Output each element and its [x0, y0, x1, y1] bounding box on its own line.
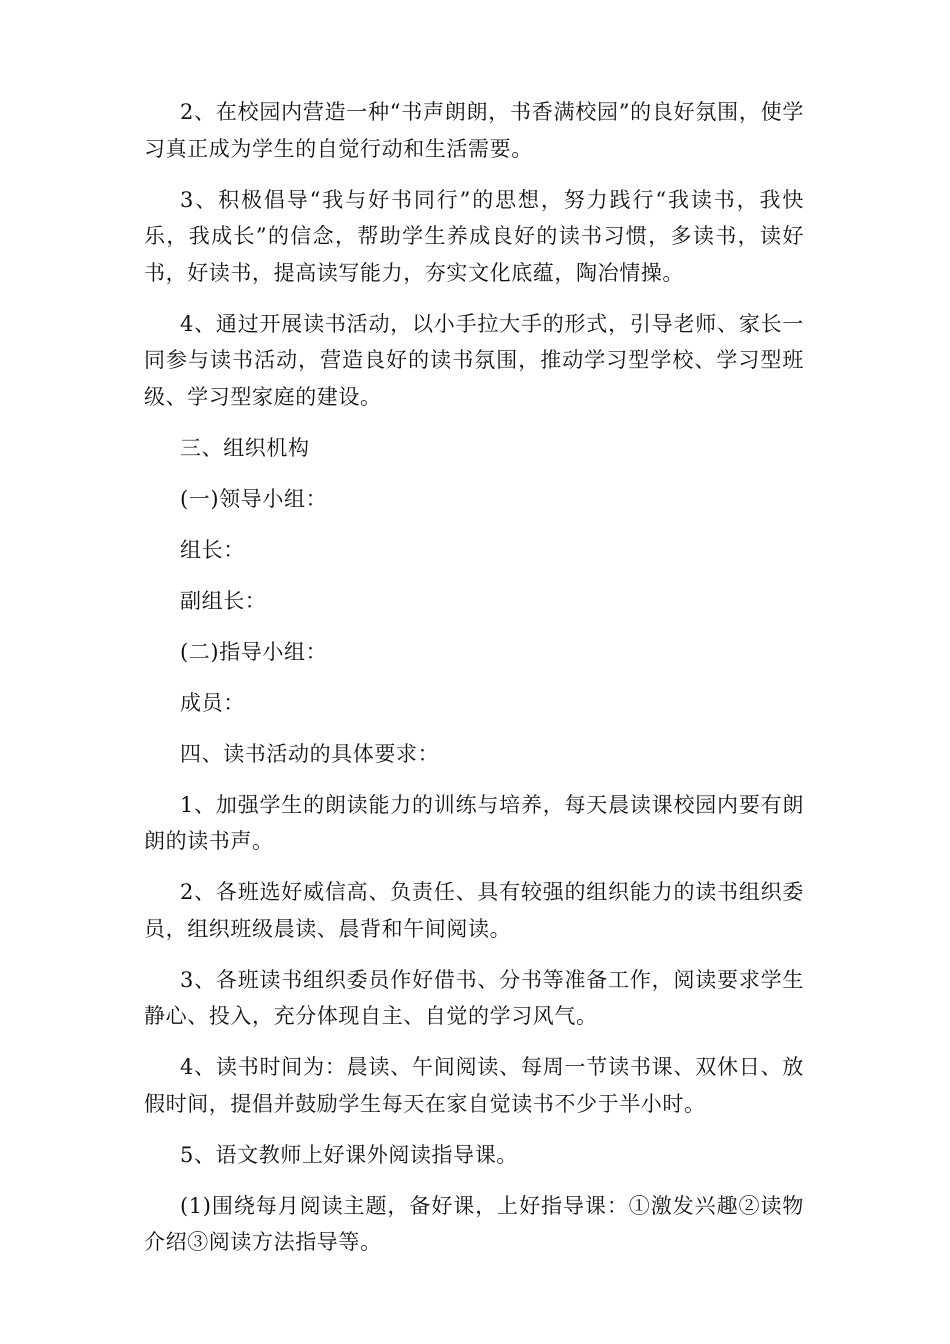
- section-heading-requirements: 四、读书活动的具体要求：: [180, 741, 440, 766]
- requirement-5-sub-1: (1)围绕每月阅读主题，备好课，上好指导课：①激发兴趣②读物介绍③阅读方法指导等。: [144, 1193, 804, 1254]
- paragraph-goal-2: 2、在校园内营造一种“书声朗朗，书香满校园”的良好氛围，使学习真正成为学生的自觉行动和生活需要。: [144, 100, 804, 161]
- field-members: 成员：: [180, 690, 245, 715]
- document-body: [144, 94, 804, 1275]
- field-group-leader: 组长：: [180, 537, 245, 562]
- subheading-leadership-group: (一)领导小组：: [180, 486, 328, 511]
- paragraph-goal-3: 3、积极倡导“我与好书同行”的思想，努力践行“我读书，我快乐，我成长”的信念，帮助学生养成良好的读书习惯，多读书，读好书，好读书，提高读写能力，夯实文化底蕴，陶冶情操。: [144, 187, 804, 285]
- field-deputy-leader: 副组长：: [180, 588, 267, 613]
- requirement-3: 3、各班读书组织委员作好借书、分书等准备工作，阅读要求学生静心、投入，充分体现自主、自觉的学习风气。: [144, 967, 804, 1028]
- requirement-2: 2、各班选好威信高、负责任、具有较强的组织能力的读书组织委员，组织班级晨读、晨背和午间阅读。: [144, 880, 804, 941]
- requirement-4: 4、读书时间为：晨读、午间阅读、每周一节读书课、双休日、放假时间，提倡并鼓励学生每天在家自觉读书不少于半小时。: [144, 1055, 804, 1116]
- section-heading-organization: 三、组织机构: [180, 435, 310, 460]
- requirement-5: 5、语文教师上好课外阅读指导课。: [180, 1142, 518, 1167]
- subheading-guidance-group: (二)指导小组：: [180, 639, 328, 664]
- requirement-1: 1、加强学生的朗读能力的训练与培养，每天晨读课校园内要有朗朗的读书声。: [144, 792, 804, 853]
- paragraph-goal-4: 4、通过开展读书活动，以小手拉大手的形式，引导老师、家长一同参与读书活动，营造良好的读书氛围，推动学习型学校、学习型班级、学习型家庭的建设。: [144, 311, 804, 409]
